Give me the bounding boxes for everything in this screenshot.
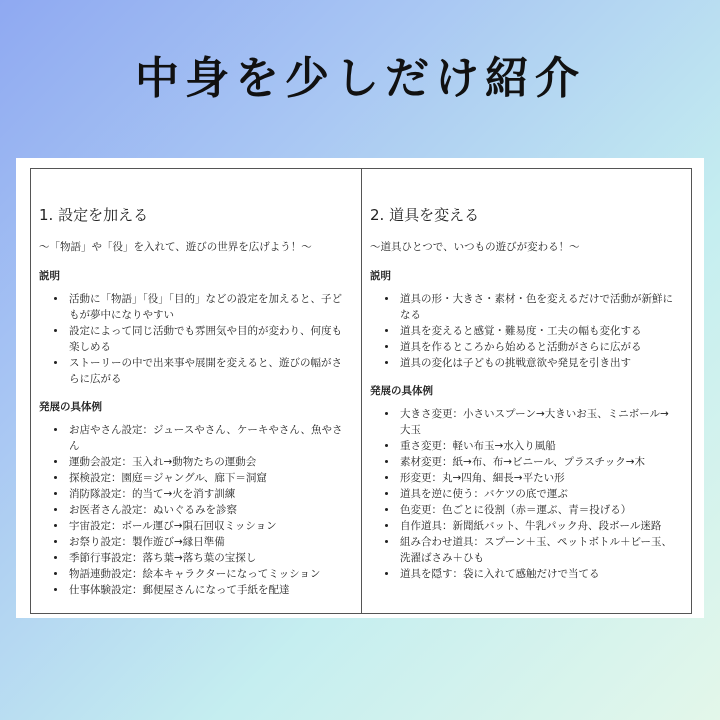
example-item: • 仕事体験設定：郵便屋さんになって手紙を配達 (67, 582, 349, 598)
description-item: • 道具の形・大きさ・素材・色を変えるだけで活動が新鮮になる (398, 291, 679, 323)
examples-list (39, 422, 349, 598)
description-item: • 道具の変化は子どもの挑戦意欲や発見を引き出す (398, 355, 679, 371)
example-item: • 素材変更：紙→布、布→ビニール、プラスチック→木 (398, 454, 679, 470)
description-label: 説明 (370, 270, 391, 282)
example-item: • 組み合わせ道具：スプーン＋玉、ペットボトル＋ビー玉、洗濯ばさみ＋ひも (398, 534, 679, 566)
example-item: • 道具を逆に使う：バケツの底で運ぶ (398, 486, 679, 502)
example-item: • 運動会設定：玉入れ→動物たちの運動会 (67, 454, 349, 470)
example-item: • 道具を隠す：袋に入れて感触だけで当てる (398, 566, 679, 582)
description-item: • 設定によって同じ活動でも雰囲気や目的が変わり、何度も楽しめる (67, 323, 349, 355)
example-item: • 重さ変更：軽い布玉→水入り風船 (398, 438, 679, 454)
description-item: • 活動に「物語」「役」「目的」などの設定を加えると、子どもが夢中になりやすい (67, 291, 349, 323)
examples-label: 発展の具体例 (39, 401, 102, 413)
description-list (39, 291, 349, 387)
description-list (370, 291, 679, 371)
examples-list (370, 406, 679, 582)
example-item: • 色変更：色ごとに役割（赤＝運ぶ、青＝投げる） (398, 502, 679, 518)
example-item: • お店やさん設定：ジュースやさん、ケーキやさん、魚やさん (67, 422, 349, 454)
section-subtitle: ～「物語」や「役」を入れて、遊びの世界を広げよう！～ (39, 241, 312, 253)
example-item: • 探検設定：園庭＝ジャングル、廊下＝洞窟 (67, 470, 349, 486)
column-tools (361, 169, 691, 613)
example-item: • 消防隊設定：的当て→火を消す訓練 (67, 486, 349, 502)
description-item: • ストーリーの中で出来事や展開を変えると、遊びの幅がさらに広がる (67, 355, 349, 387)
column-settings (31, 169, 361, 613)
section-title: 2. 道具を変える (370, 206, 480, 224)
two-column-table (30, 168, 692, 614)
page-headline: 中身を少しだけ紹介 (135, 53, 585, 104)
example-item: • 形変更：丸→四角、細長→平たい形 (398, 470, 679, 486)
description-item: • 道具を作るところから始めると活動がさらに広がる (398, 339, 679, 355)
examples-label: 発展の具体例 (370, 385, 433, 397)
section-title: 1. 設定を加える (39, 206, 149, 224)
example-item: • お医者さん設定：ぬいぐるみを診察 (67, 502, 349, 518)
document-card (16, 158, 704, 618)
example-item: • 自作道具：新聞紙バット、牛乳パック舟、段ボール迷路 (398, 518, 679, 534)
example-item: • 季節行事設定：落ち葉→落ち葉の宝探し (67, 550, 349, 566)
description-item: • 道具を変えると感覚・難易度・工夫の幅も変化する (398, 323, 679, 339)
section-subtitle: ～道具ひとつで、いつもの遊びが変わる！～ (370, 241, 580, 253)
example-item: • 宇宙設定：ボール運び→隕石回収ミッション (67, 518, 349, 534)
description-label: 説明 (39, 270, 60, 282)
example-item: • 物語連動設定：絵本キャラクターになってミッション (67, 566, 349, 582)
example-item: • お祭り設定：製作遊び→縁日準備 (67, 534, 349, 550)
example-item: • 大きさ変更：小さいスプーン→大きいお玉、ミニボール→大玉 (398, 406, 679, 438)
